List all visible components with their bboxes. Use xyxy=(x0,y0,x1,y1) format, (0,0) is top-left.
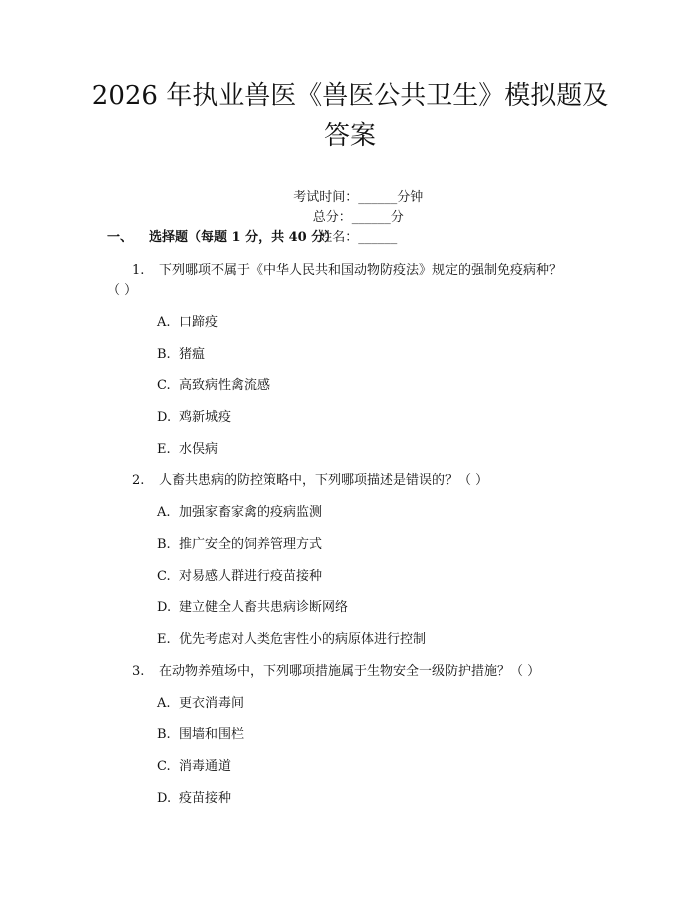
option-text: 高致病性禽流感 xyxy=(179,378,271,393)
option-letter: E. xyxy=(157,442,171,457)
option-item xyxy=(157,345,205,365)
option-letter: C. xyxy=(157,378,171,393)
document-title xyxy=(60,76,640,156)
option-item xyxy=(157,598,348,618)
question-3 xyxy=(132,662,652,682)
question-number: 3. xyxy=(132,664,145,679)
option-letter: B. xyxy=(157,347,171,362)
exam-meta xyxy=(0,168,700,268)
option-text: 口蹄疫 xyxy=(179,315,219,330)
question-1-continuation: （ ） xyxy=(107,283,138,298)
section-label: 选择题（每题 1 分，共 40 分） xyxy=(149,230,338,245)
option-item xyxy=(157,376,270,396)
option-letter: A. xyxy=(157,505,171,520)
option-letter: A. xyxy=(157,315,171,330)
option-text: 疫苗接种 xyxy=(179,791,232,806)
option-text: 加强家畜家禽的疫病监测 xyxy=(179,505,323,520)
question-number: 2. xyxy=(132,473,145,488)
option-letter: B. xyxy=(157,537,171,552)
section-heading xyxy=(107,228,337,248)
exam-time-field: 考试时间：______分钟 xyxy=(293,190,424,205)
option-text: 优先考虑对人类危害性小的病原体进行控制 xyxy=(179,632,427,647)
option-text: 围墙和围栏 xyxy=(179,727,245,742)
question-text: 下列哪项不属于《中华人民共和国动物防疫法》规定的强制免疫病种？ xyxy=(159,263,563,278)
option-item xyxy=(157,757,231,777)
option-item xyxy=(157,725,244,745)
option-item xyxy=(157,694,244,714)
option-letter: C. xyxy=(157,759,171,774)
title-line-2: 答案 xyxy=(323,121,376,151)
question-number: 1. xyxy=(132,263,145,278)
option-text: 鸡新城疫 xyxy=(179,410,232,425)
section-number: 一、 xyxy=(107,230,134,245)
option-text: 水俣病 xyxy=(179,442,219,457)
option-letter: D. xyxy=(157,791,172,806)
option-letter: B. xyxy=(157,727,171,742)
title-line-1: 2026 年执业兽医《兽医公共卫生》模拟题及 xyxy=(91,81,609,111)
total-score-field: 总分：______分 xyxy=(312,210,404,225)
option-letter: A. xyxy=(157,696,171,711)
option-item xyxy=(157,789,231,809)
name-field: 姓名：______ xyxy=(319,230,398,245)
option-letter: C. xyxy=(157,569,171,584)
option-item xyxy=(157,408,231,428)
option-item xyxy=(157,503,322,523)
question-text: 在动物养殖场中，下列哪项措施属于生物安全一级防护措施？（ ） xyxy=(159,664,541,679)
option-text: 猪瘟 xyxy=(179,347,206,362)
question-text: 人畜共患病的防控策略中，下列哪项描述是错误的？（ ） xyxy=(159,473,489,488)
option-letter: E. xyxy=(157,632,171,647)
option-item xyxy=(157,313,218,333)
question-1 xyxy=(132,261,652,281)
option-text: 对易感人群进行疫苗接种 xyxy=(179,569,323,584)
option-letter: D. xyxy=(157,410,172,425)
option-item xyxy=(157,440,218,460)
option-item xyxy=(157,567,322,587)
option-text: 消毒通道 xyxy=(179,759,232,774)
option-text: 推广安全的饲养管理方式 xyxy=(179,537,323,552)
option-text: 更衣消毒间 xyxy=(179,696,245,711)
option-text: 建立健全人畜共患病诊断网络 xyxy=(179,600,349,615)
option-letter: D. xyxy=(157,600,172,615)
question-2 xyxy=(132,471,652,491)
option-item xyxy=(157,535,322,555)
option-item xyxy=(157,630,426,650)
